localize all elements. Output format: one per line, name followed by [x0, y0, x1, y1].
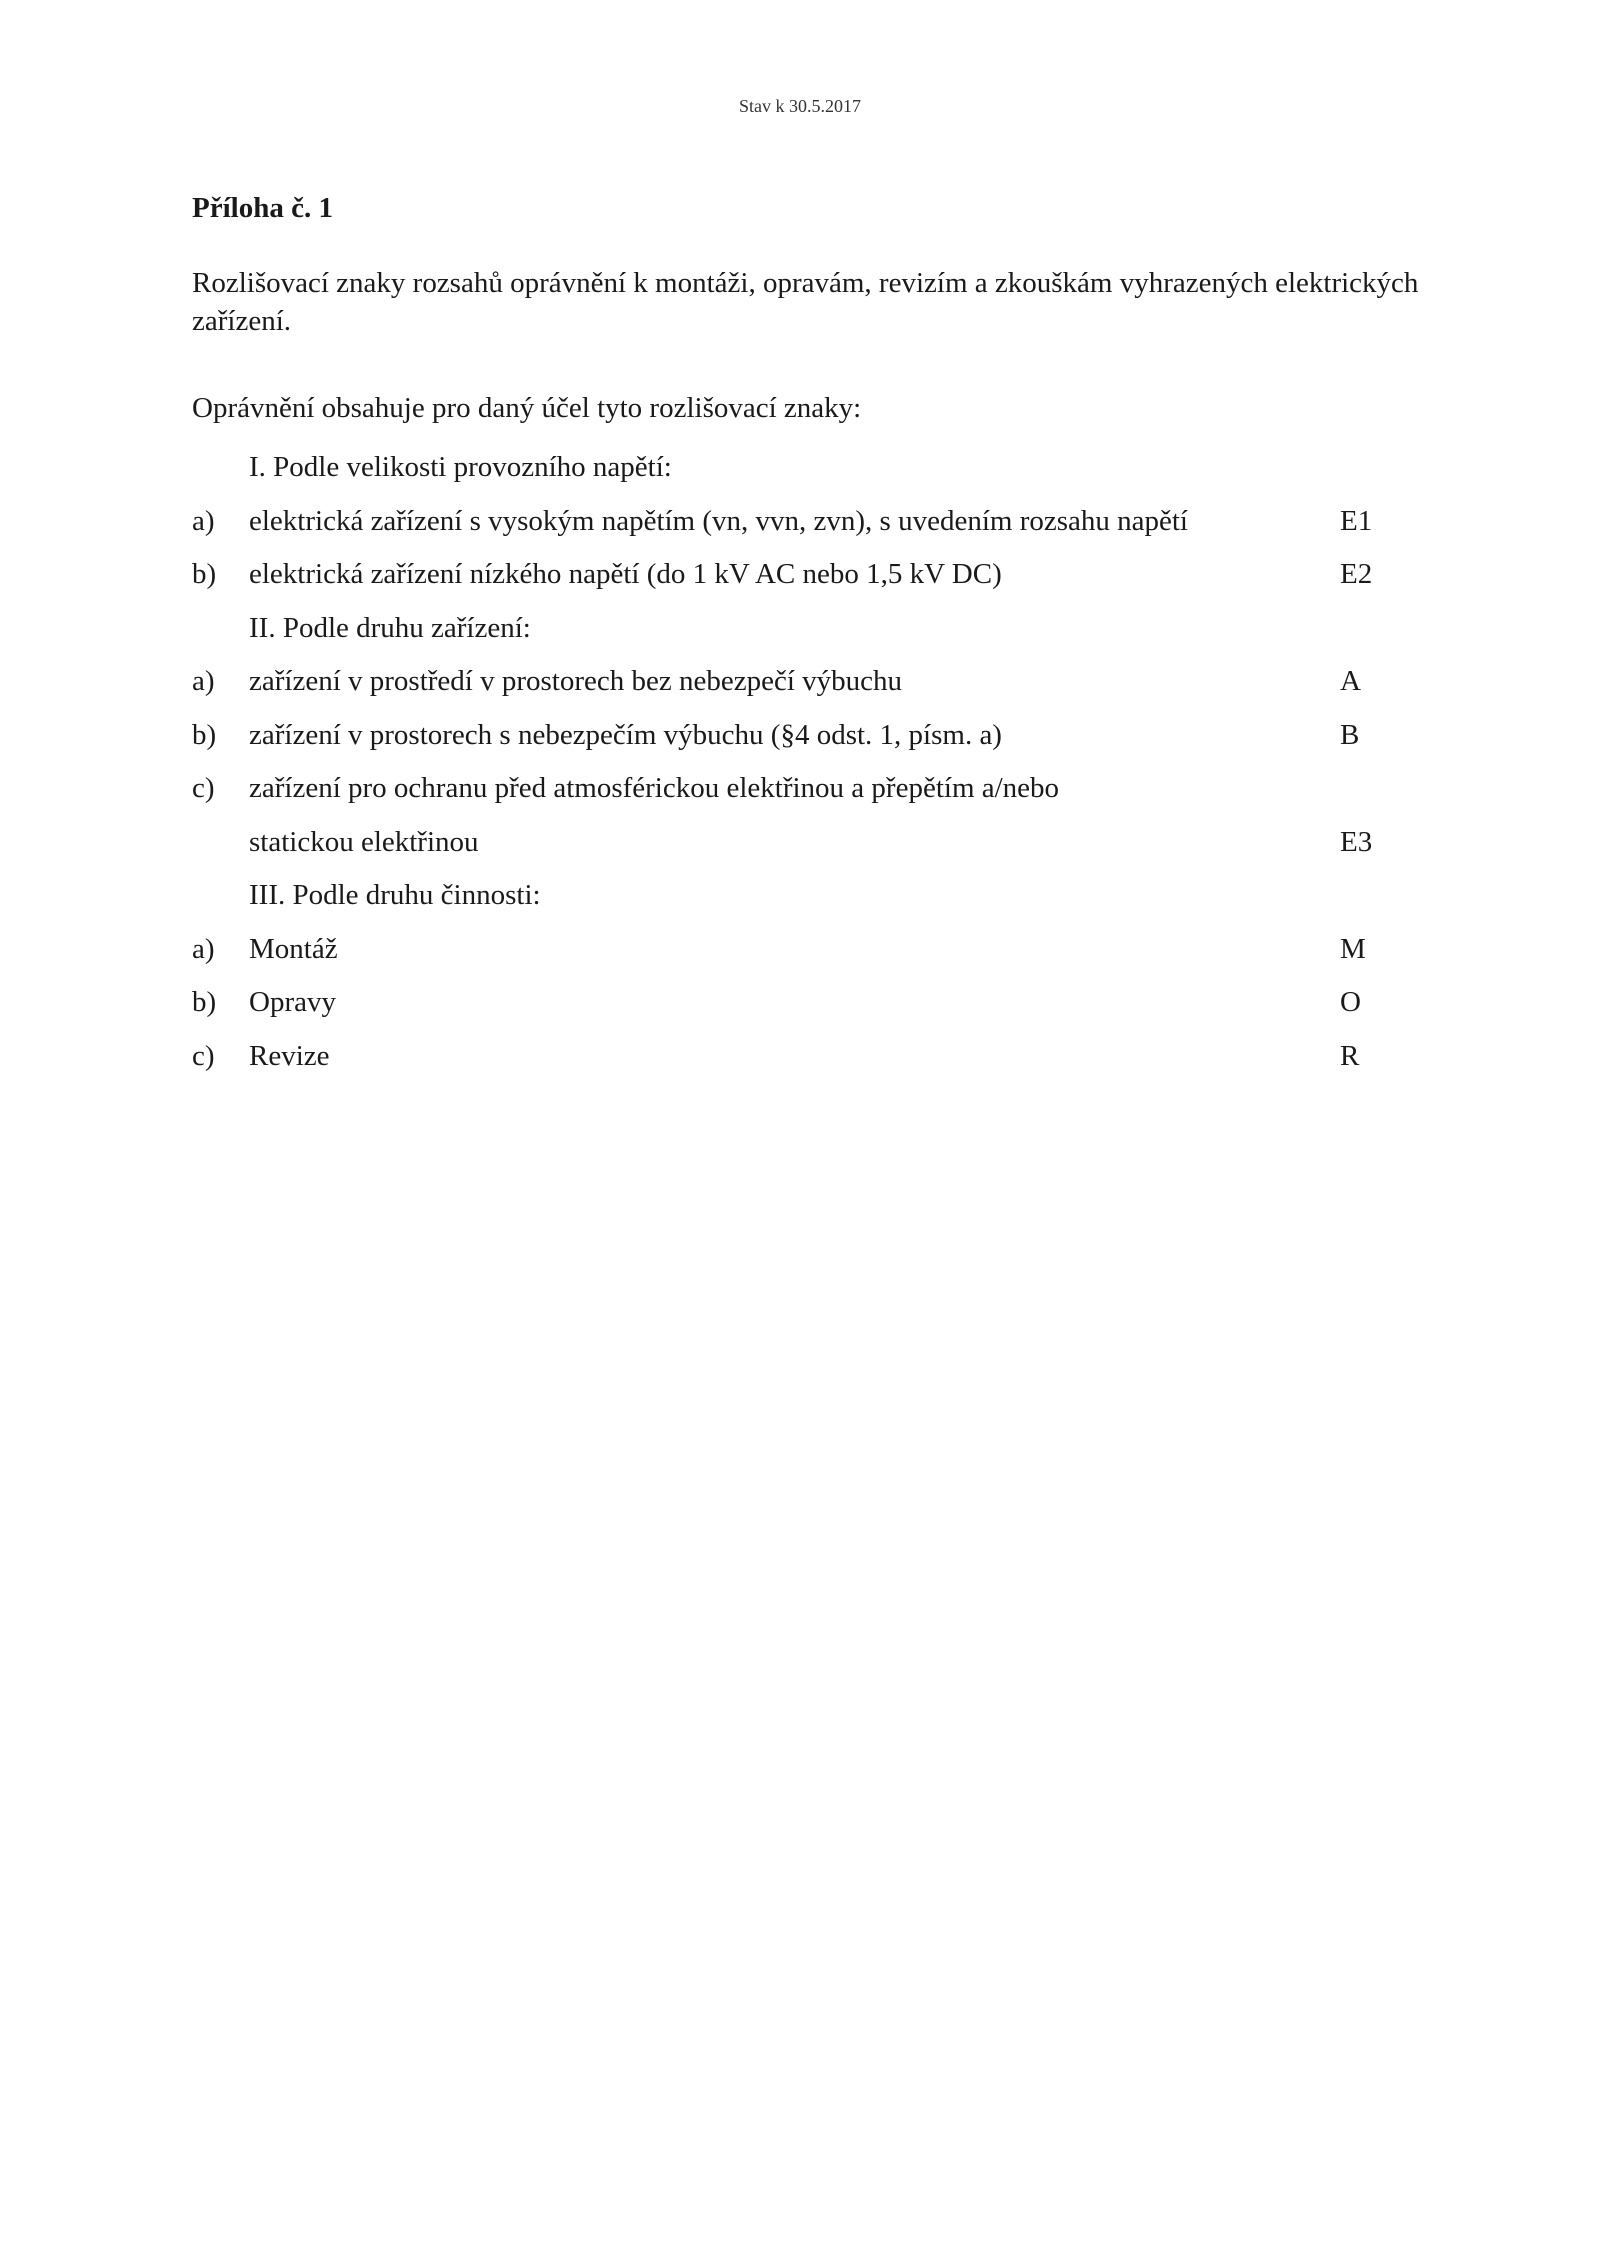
intro-paragraph: Rozlišovací znaky rozsahů oprávnění k montáži, opravám, revizím a zkouškám vyhrazených elektrických zařízení.	[192, 267, 1419, 337]
annex-title: Příloha č. 1	[192, 192, 333, 224]
list-item	[192, 716, 1412, 770]
item-letter: b)	[192, 558, 217, 590]
item-text: elektrická zařízení nízkého napětí (do 1 kV AC nebo 1,5 kV DC)	[249, 558, 1002, 590]
item-letter: c)	[192, 1039, 215, 1072]
section-heading	[192, 609, 1412, 663]
designation-list	[192, 448, 1412, 1090]
item-letter: a)	[192, 932, 215, 965]
list-item	[192, 769, 1412, 823]
item-letter: c)	[192, 772, 215, 804]
list-item	[192, 662, 1412, 716]
item-text: Opravy	[249, 986, 336, 1018]
lead-paragraph: Oprávnění obsahuje pro daný účel tyto rozlišovací znaky:	[192, 392, 862, 424]
item-letter: a)	[192, 665, 215, 697]
item-text: zařízení v prostorech s nebezpečím výbuchu (§4 odst. 1, písm. a)	[249, 718, 1002, 751]
item-code: E2	[1340, 558, 1373, 590]
item-code: B	[1340, 718, 1360, 751]
section-heading-text: II. Podle druhu zařízení:	[249, 611, 531, 644]
list-item	[192, 930, 1412, 984]
section-heading-text: I. Podle velikosti provozního napětí:	[249, 451, 672, 483]
item-text: zařízení pro ochranu před atmosférickou elektřinou a přepětím a/nebo	[249, 772, 1060, 804]
item-text: Revize	[249, 1039, 330, 1072]
list-item	[192, 502, 1412, 556]
list-item	[192, 983, 1412, 1037]
section-heading	[192, 448, 1412, 502]
item-letter: a)	[192, 504, 215, 537]
list-item-continuation	[192, 823, 1412, 877]
list-item	[192, 1037, 1412, 1091]
item-code: O	[1340, 986, 1361, 1018]
item-text: zařízení v prostředí v prostorech bez nebezpečí výbuchu	[249, 665, 903, 697]
item-code: M	[1340, 932, 1366, 965]
list-item	[192, 555, 1412, 609]
page-header-status: Stav k 30.5.2017	[738, 96, 861, 116]
item-text: statickou elektřinou	[249, 825, 479, 858]
section-heading-text: III. Podle druhu činnosti:	[249, 879, 541, 911]
item-letter: b)	[192, 718, 217, 751]
item-text: elektrická zařízení s vysokým napětím (vn, vvn, zvn), s uvedením rozsahu napětí	[249, 504, 1188, 537]
item-text: Montáž	[249, 932, 338, 965]
item-letter: b)	[192, 986, 217, 1018]
section-heading	[192, 876, 1412, 930]
item-code: E1	[1340, 504, 1373, 537]
item-code: A	[1340, 665, 1361, 697]
item-code: E3	[1340, 825, 1373, 858]
item-code: R	[1340, 1039, 1360, 1072]
